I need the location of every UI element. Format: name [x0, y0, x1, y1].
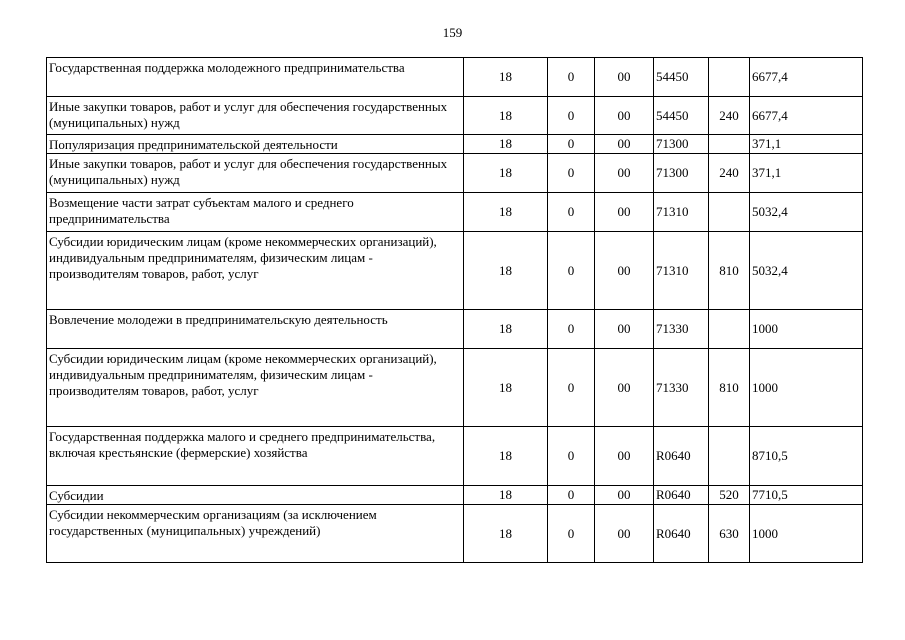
amount-cell: 371,1: [750, 154, 863, 193]
program-code-cell: 00: [595, 310, 654, 349]
program-code-cell: 00: [595, 427, 654, 486]
expense-type-cell: [709, 135, 750, 154]
subsection-code-cell: 0: [548, 193, 595, 232]
subsection-code-cell: 0: [548, 135, 595, 154]
table-row: [47, 505, 863, 563]
expense-type-cell: [709, 427, 750, 486]
target-code-cell: 71310: [654, 232, 709, 310]
section-code-cell: 18: [464, 505, 548, 563]
table-row: [47, 154, 863, 193]
subsection-code-cell: 0: [548, 427, 595, 486]
amount-cell: 6677,4: [750, 97, 863, 135]
program-code-cell: 00: [595, 486, 654, 505]
section-code-cell: 18: [464, 97, 548, 135]
target-code-cell: R0640: [654, 427, 709, 486]
amount-cell: 1000: [750, 310, 863, 349]
section-code-cell: 18: [464, 310, 548, 349]
section-code-cell: 18: [464, 486, 548, 505]
section-code-cell: 18: [464, 58, 548, 97]
table-row: [47, 486, 863, 505]
target-code-cell: 71300: [654, 154, 709, 193]
page-number: 159: [442, 25, 463, 40]
subsection-code-cell: 0: [548, 232, 595, 310]
program-code-cell: 00: [595, 154, 654, 193]
subsection-code-cell: 0: [548, 486, 595, 505]
target-code-cell: 54450: [654, 97, 709, 135]
row-name-cell: Государственная поддержка молодежного предпринимательства: [47, 58, 464, 97]
amount-cell: 8710,5: [750, 427, 863, 486]
target-code-cell: 71330: [654, 349, 709, 427]
row-name-cell: Субсидии некоммерческим организациям (за исключением государственных (муниципальных) учреждений): [47, 505, 464, 563]
section-code-cell: 18: [464, 427, 548, 486]
subsection-code-cell: 0: [548, 58, 595, 97]
section-code-cell: 18: [464, 135, 548, 154]
target-code-cell: R0640: [654, 505, 709, 563]
section-code-cell: 18: [464, 349, 548, 427]
section-code-cell: 18: [464, 232, 548, 310]
row-name-cell: Иные закупки товаров, работ и услуг для обеспечения государственных (муниципальных) нужд: [47, 97, 464, 135]
program-code-cell: 00: [595, 505, 654, 563]
program-code-cell: 00: [595, 97, 654, 135]
subsection-code-cell: 0: [548, 154, 595, 193]
amount-cell: 6677,4: [750, 58, 863, 97]
subsection-code-cell: 0: [548, 505, 595, 563]
table-row: [47, 427, 863, 486]
amount-cell: 1000: [750, 349, 863, 427]
table-row: [47, 58, 863, 97]
amount-cell: 7710,5: [750, 486, 863, 505]
amount-cell: 5032,4: [750, 193, 863, 232]
program-code-cell: 00: [595, 58, 654, 97]
row-name-cell: Субсидии юридическим лицам (кроме некоммерческих организаций), индивидуальным предпринимателям, физическим лицам - производителям товаров, работ, услуг: [47, 232, 464, 310]
expense-type-cell: [709, 193, 750, 232]
row-name-cell: Субсидии: [47, 486, 464, 505]
table-row: [47, 193, 863, 232]
table-row: [47, 349, 863, 427]
target-code-cell: 71310: [654, 193, 709, 232]
expense-type-cell: 630: [709, 505, 750, 563]
subsection-code-cell: 0: [548, 97, 595, 135]
row-name-cell: Государственная поддержка малого и среднего предпринимательства, включая крестьянские (фермерские) хозяйства: [47, 427, 464, 486]
program-code-cell: 00: [595, 135, 654, 154]
expense-type-cell: [709, 310, 750, 349]
expense-type-cell: 810: [709, 349, 750, 427]
table-row: [47, 310, 863, 349]
subsection-code-cell: 0: [548, 349, 595, 427]
target-code-cell: R0640: [654, 486, 709, 505]
row-name-cell: Субсидии юридическим лицам (кроме некоммерческих организаций), индивидуальным предпринимателям, физическим лицам - производителям товаров, работ, услуг: [47, 349, 464, 427]
program-code-cell: 00: [595, 193, 654, 232]
expense-type-cell: 240: [709, 154, 750, 193]
row-name-cell: Возмещение части затрат субъектам малого и среднего предпринимательства: [47, 193, 464, 232]
expense-type-cell: [709, 58, 750, 97]
table-row: [47, 135, 863, 154]
program-code-cell: 00: [595, 349, 654, 427]
subsection-code-cell: 0: [548, 310, 595, 349]
row-name-cell: Иные закупки товаров, работ и услуг для обеспечения государственных (муниципальных) нужд: [47, 154, 464, 193]
table-row: [47, 97, 863, 135]
expense-type-cell: 240: [709, 97, 750, 135]
amount-cell: 371,1: [750, 135, 863, 154]
amount-cell: 1000: [750, 505, 863, 563]
target-code-cell: 71300: [654, 135, 709, 154]
program-code-cell: 00: [595, 232, 654, 310]
amount-cell: 5032,4: [750, 232, 863, 310]
expense-type-cell: 520: [709, 486, 750, 505]
expense-type-cell: 810: [709, 232, 750, 310]
budget-table: [46, 57, 863, 563]
row-name-cell: Популяризация предпринимательской деятельности: [47, 135, 464, 154]
target-code-cell: 71330: [654, 310, 709, 349]
row-name-cell: Вовлечение молодежи в предпринимательскую деятельность: [47, 310, 464, 349]
section-code-cell: 18: [464, 154, 548, 193]
target-code-cell: 54450: [654, 58, 709, 97]
table-row: [47, 232, 863, 310]
section-code-cell: 18: [464, 193, 548, 232]
